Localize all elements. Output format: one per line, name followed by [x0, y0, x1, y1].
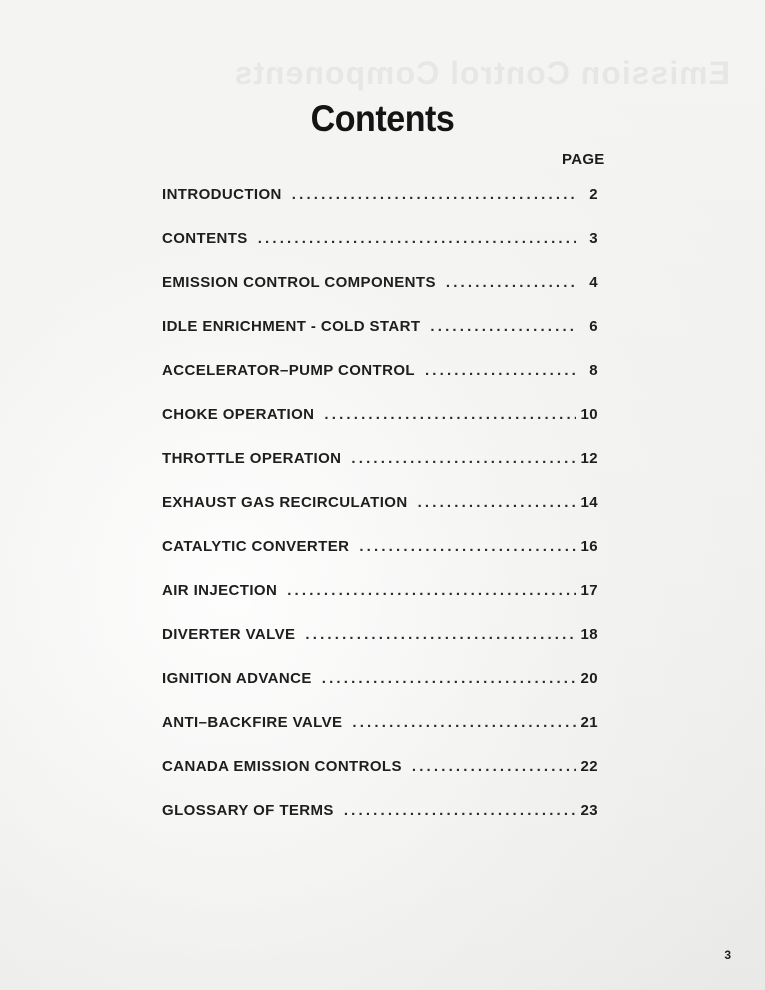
table-of-contents — [162, 172, 598, 832]
toc-entry — [162, 524, 598, 568]
toc-entry-page: 23 — [580, 801, 598, 819]
dot-leader — [322, 670, 576, 687]
page-column-heading: PAGE — [562, 151, 605, 168]
toc-entry-title: CANADA EMISSION CONTROLS — [162, 757, 402, 775]
dot-leader — [292, 186, 576, 203]
toc-entry-title: IGNITION ADVANCE — [162, 669, 312, 687]
toc-entry — [162, 348, 598, 392]
bleed-through-text: Emission Control Components — [233, 55, 730, 91]
dot-leader — [418, 494, 576, 511]
toc-entry — [162, 392, 598, 436]
toc-entry-title: DIVERTER VALVE — [162, 625, 296, 643]
toc-entry-title: EXHAUST GAS RECIRCULATION — [162, 493, 408, 511]
toc-entry-page: 18 — [580, 625, 598, 643]
page-number: 3 — [724, 948, 731, 962]
dot-leader — [351, 450, 576, 467]
toc-entry — [162, 744, 598, 788]
toc-entry-title: IDLE ENRICHMENT - COLD START — [162, 317, 421, 335]
dot-leader — [344, 802, 576, 819]
page-title: Contents — [310, 98, 455, 139]
dot-leader — [359, 538, 576, 555]
toc-entry — [162, 304, 598, 348]
dot-leader — [446, 274, 576, 291]
toc-entry — [162, 656, 598, 700]
toc-entry — [162, 480, 598, 524]
toc-entry-title: INTRODUCTION — [162, 185, 282, 203]
dot-leader — [305, 626, 576, 643]
toc-entry-page: 12 — [580, 449, 598, 467]
dot-leader — [425, 362, 576, 379]
toc-entry — [162, 260, 598, 304]
toc-entry-title: EMISSION CONTROL COMPONENTS — [162, 273, 436, 291]
toc-entry — [162, 568, 598, 612]
toc-entry-title: CONTENTS — [162, 229, 248, 247]
toc-entry-page: 3 — [589, 229, 598, 247]
dot-leader — [287, 582, 576, 599]
toc-entry-title: ANTI–BACKFIRE VALVE — [162, 713, 343, 731]
dot-leader — [324, 406, 576, 423]
toc-entry-page: 17 — [580, 581, 598, 599]
toc-entry-title: ACCELERATOR–PUMP CONTROL — [162, 361, 415, 379]
toc-entry-page: 4 — [589, 273, 598, 291]
toc-entry — [162, 788, 598, 832]
toc-entry-page: 22 — [580, 757, 598, 775]
toc-entry-title: GLOSSARY OF TERMS — [162, 801, 334, 819]
toc-entry-title: CHOKE OPERATION — [162, 405, 315, 423]
toc-entry-page: 14 — [580, 493, 598, 511]
toc-entry-page: 8 — [589, 361, 598, 379]
toc-entry-page: 10 — [580, 405, 598, 423]
toc-entry-title: CATALYTIC CONVERTER — [162, 537, 350, 555]
dot-leader — [258, 230, 576, 247]
toc-entry-page: 21 — [580, 713, 598, 731]
toc-entry-page: 6 — [589, 317, 598, 335]
toc-entry — [162, 612, 598, 656]
toc-entry-title: THROTTLE OPERATION — [162, 449, 342, 467]
toc-entry-title: AIR INJECTION — [162, 581, 278, 599]
dot-leader — [430, 318, 576, 335]
dot-leader — [352, 714, 576, 731]
toc-entry — [162, 700, 598, 744]
toc-entry — [162, 216, 598, 260]
dot-leader — [412, 758, 576, 775]
toc-entry-page: 16 — [580, 537, 598, 555]
toc-entry — [162, 436, 598, 480]
toc-entry — [162, 172, 598, 216]
toc-entry-page: 2 — [589, 185, 598, 203]
toc-entry-page: 20 — [580, 669, 598, 687]
